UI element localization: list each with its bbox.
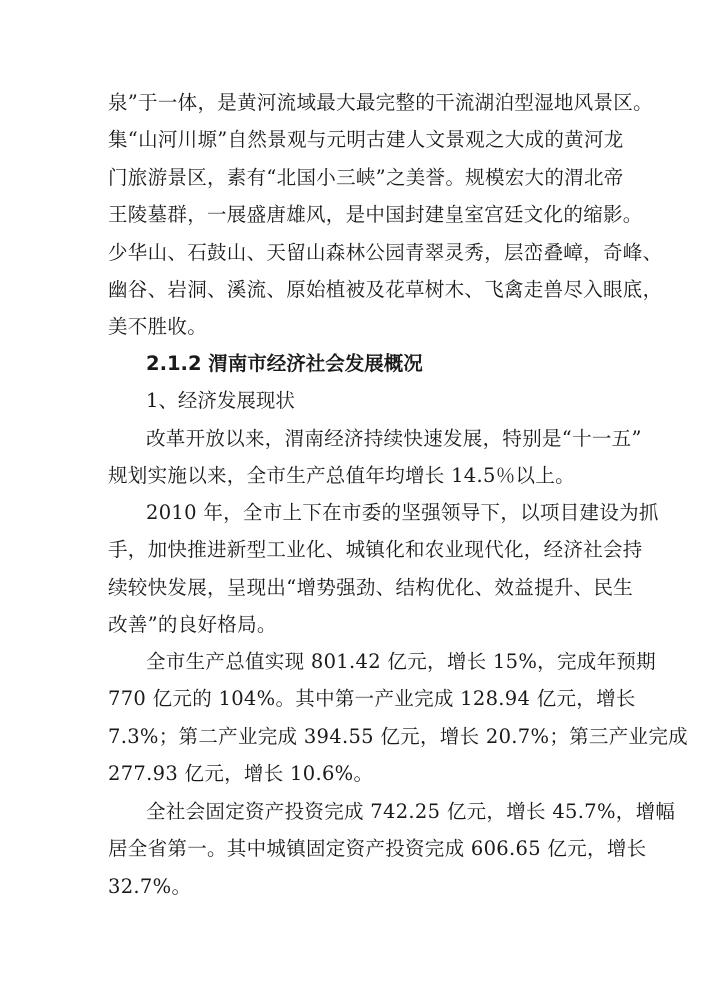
text-line: 少华山、石鼓山、天留山森林公园青翠灵秀，层峦叠嶂，奇峰、 — [108, 240, 663, 264]
section-heading: 2.1.2 渭南市经济社会发展概况 — [146, 352, 423, 375]
text-line: 770 亿元的 104%。其中第一产业完成 128.94 亿元，增长 — [108, 687, 636, 711]
text-line: 规划实施以来，全市生产总值年均增长 14.5％以上。 — [108, 464, 575, 488]
text-line: 泉”于一体，是黄河流域最大最完整的干流湖泊型湿地风景区。 — [108, 91, 653, 114]
text-line: 美不胜收。 — [108, 315, 208, 339]
intro-paragraph — [108, 84, 663, 346]
text-line: 续较快发展，呈现出“增势强劲、结构优化、效益提升、民生 — [108, 575, 634, 599]
body-paragraph — [108, 643, 688, 793]
text-line: 幽谷、岩洞、溪流、原始植被及花草树木、飞禽走兽尽入眼底， — [108, 278, 663, 302]
body-paragraph — [108, 494, 659, 644]
text-line: 全社会固定资产投资完成 742.25 亿元，增长 45.7%，增幅 — [146, 800, 676, 823]
subsection-heading: 1、经济发展现状 — [146, 389, 295, 412]
text-line: 手，加快推进新型工业化、城镇化和农业现代化，经济社会持 — [108, 538, 643, 562]
body-paragraph — [108, 420, 642, 495]
text-line: 门旅游景区，素有“北国小三峡”之美誉。规模宏大的渭北帝 — [108, 165, 624, 189]
text-line: 277.93 亿元，增长 10.6%。 — [108, 762, 374, 786]
text-line: 改革开放以来，渭南经济持续快速发展，特别是“十一五” — [146, 427, 642, 450]
text-line: 王陵墓群，一展盛唐雄风，是中国封建皇室宫廷文化的缩影。 — [108, 203, 643, 227]
text-line: 全市生产总值实现 801.42 亿元，增长 15%，完成年预期 — [146, 650, 656, 673]
text-line: 7.3%；第二产业完成 394.55 亿元，增长 20.7%；第三产业完成 — [108, 724, 688, 748]
text-line: 集“山河川塬”自然景观与元明古建人文景观之大成的黄河龙 — [108, 128, 624, 152]
body-paragraph — [108, 793, 676, 905]
text-line: 2010 年，全市上下在市委的坚强领导下，以项目建设为抓 — [146, 501, 659, 524]
text-line: 32.7%。 — [108, 874, 192, 898]
text-line: 居全省第一。其中城镇固定资产投资完成 606.65 亿元，增长 — [108, 837, 647, 861]
text-line: 改善”的良好格局。 — [108, 613, 277, 637]
